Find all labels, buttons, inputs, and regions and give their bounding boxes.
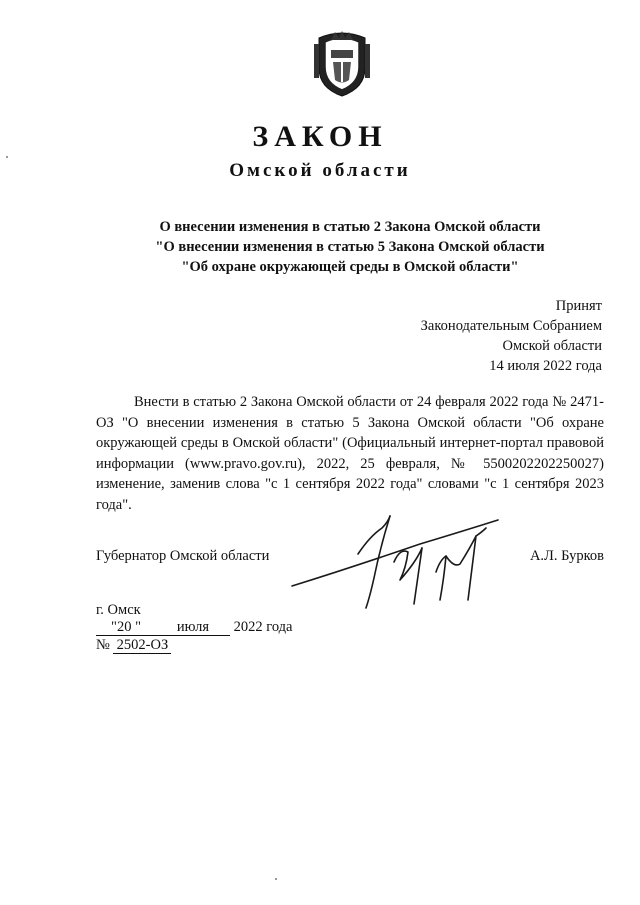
adoption-line: Принят <box>555 298 602 314</box>
scan-speck <box>275 878 277 880</box>
handwritten-signature <box>290 508 505 616</box>
number-sign: № <box>96 637 110 653</box>
coat-of-arms-emblem <box>311 28 373 98</box>
city: г. Омск <box>96 602 141 618</box>
heading-line: "О внесении изменения в статью 5 Закона Омской области <box>155 239 545 255</box>
governor-name: А.Л. Бурков <box>529 548 604 564</box>
date-month: июля <box>156 619 230 636</box>
law-heading <box>100 217 600 277</box>
law-body-text: Внести в статью 2 Закона Омской области от 24 февраля 2022 года № 2471-ОЗ "О внесении изменения в статью 5 Закона Омской области "Об охране окружающей среды в Омской области" (Официальный интернет-портал правовой информации (www.pravo.gov.ru), 2022, 25 февраля, № 5500202202250027) изменение, заменив слова "с 1 сентября 2022 года" словами "с 1 сентября 2023 года". <box>96 394 604 513</box>
governor-title: Губернатор Омской области <box>96 548 270 564</box>
date-day: 20 <box>116 619 136 635</box>
heading-line: О внесении изменения в статью 2 Закона Омской области <box>159 219 541 235</box>
scan-speck <box>6 156 8 158</box>
document-subtitle: Омской области <box>229 160 411 181</box>
document-title: ЗАКОН <box>252 120 388 153</box>
adoption-date: 14 июля 2022 года <box>489 358 602 374</box>
adoption-block <box>421 296 602 376</box>
law-number <box>96 637 171 654</box>
signing-date <box>96 619 292 636</box>
adoption-line: Законодательным Собранием <box>420 318 602 334</box>
adoption-line: Омской области <box>502 338 602 354</box>
law-number-value: 2502-ОЗ <box>113 637 171 654</box>
date-day-blank: "20 " <box>96 619 156 636</box>
date-year: 2022 года <box>233 619 293 635</box>
heading-line: "Об охране окружающей среды в Омской области" <box>181 259 519 275</box>
